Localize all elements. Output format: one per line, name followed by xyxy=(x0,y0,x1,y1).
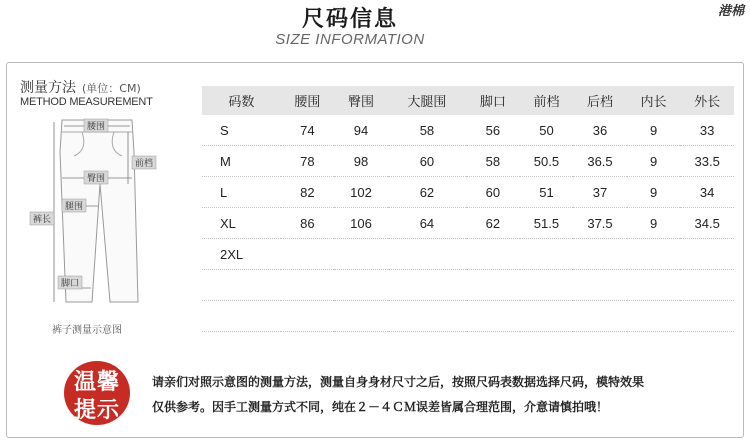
measurement-cell xyxy=(388,270,466,301)
page-title: 尺码信息 xyxy=(301,7,398,32)
col-header: 大腿围 xyxy=(388,86,466,115)
method-title: 测量方法 xyxy=(20,80,76,96)
measurement-cell: 9 xyxy=(627,146,681,177)
col-header: 码数 xyxy=(202,86,281,115)
page-subtitle: SIZE INFORMATION xyxy=(275,31,425,48)
col-header: 臀围 xyxy=(334,86,388,115)
size-cell: 2XL xyxy=(202,239,281,270)
label-length: 裤长 xyxy=(32,214,52,224)
measurement-cell: 60 xyxy=(388,146,466,177)
brand-mark: 港棉 xyxy=(717,4,744,19)
measurement-cell xyxy=(573,270,627,301)
measurement-cell xyxy=(520,239,574,270)
measurement-cell: 82 xyxy=(281,177,335,208)
measurement-cell xyxy=(680,301,734,332)
measurement-cell: 94 xyxy=(334,115,388,146)
measurement-cell xyxy=(334,301,388,332)
badge-text-bottom: 提示 xyxy=(73,398,120,423)
label-hip: 臀围 xyxy=(86,173,106,183)
col-header: 前档 xyxy=(520,86,574,115)
measurement-cell xyxy=(573,239,627,270)
col-header: 腰围 xyxy=(281,86,335,115)
size-cell: M xyxy=(202,146,281,177)
size-table xyxy=(202,86,734,332)
measurement-cell: 74 xyxy=(281,115,335,146)
measurement-cell: 62 xyxy=(466,208,520,239)
measurement-cell xyxy=(520,301,574,332)
measurement-cell: 34.5 xyxy=(680,208,734,239)
table-row xyxy=(202,239,734,270)
measurement-cell: 9 xyxy=(627,115,681,146)
col-header: 外长 xyxy=(680,86,734,115)
col-header: 脚口 xyxy=(466,86,520,115)
size-cell: L xyxy=(202,177,281,208)
measurement-cell: 36.5 xyxy=(573,146,627,177)
notice-badge xyxy=(64,361,130,425)
measurement-cell: 106 xyxy=(334,208,388,239)
col-header: 后档 xyxy=(573,86,627,115)
label-front-rise: 前档 xyxy=(134,158,154,168)
measurement-cell: 62 xyxy=(388,177,466,208)
table-row xyxy=(202,301,734,332)
method-heading xyxy=(20,77,141,97)
measurement-cell xyxy=(388,301,466,332)
size-cell xyxy=(202,270,281,301)
size-table-body xyxy=(202,115,734,332)
table-row xyxy=(202,270,734,301)
table-row xyxy=(202,115,734,146)
label-thigh: 腿围 xyxy=(64,201,84,211)
notice-line-2: 仅供参考。因手工测量方式不同，纯在２－４ＣＭ误差皆属合理范围，介意请慎拍哦！ xyxy=(152,400,609,414)
measurement-cell xyxy=(627,239,681,270)
size-cell xyxy=(202,301,281,332)
measurement-cell xyxy=(627,270,681,301)
measurement-cell xyxy=(520,270,574,301)
measurement-cell: 58 xyxy=(466,146,520,177)
measurement-cell: 50.5 xyxy=(520,146,574,177)
measurement-cell xyxy=(573,301,627,332)
measurement-cell xyxy=(466,301,520,332)
measurement-cell: 37.5 xyxy=(573,208,627,239)
size-cell: XL xyxy=(202,208,281,239)
measurement-cell: 33 xyxy=(680,115,734,146)
measurement-cell: 102 xyxy=(334,177,388,208)
measurement-cell: 36 xyxy=(573,115,627,146)
measurement-cell xyxy=(281,301,335,332)
measurement-cell xyxy=(466,239,520,270)
measurement-cell xyxy=(281,239,335,270)
measurement-cell xyxy=(334,239,388,270)
table-header-row xyxy=(202,86,734,115)
notice-line-1: 请亲们对照示意图的测量方法，测量自身身材尺寸之后，按照尺码表数据选择尺码，模特效果 xyxy=(152,375,645,389)
measurement-cell: 9 xyxy=(627,208,681,239)
measurement-cell xyxy=(466,270,520,301)
measurement-cell: 33.5 xyxy=(680,146,734,177)
measurement-cell xyxy=(627,301,681,332)
measurement-cell xyxy=(680,270,734,301)
label-hem: 脚口 xyxy=(60,278,80,288)
measurement-cell xyxy=(388,239,466,270)
label-waist: 腰围 xyxy=(86,121,106,131)
measurement-cell: 58 xyxy=(388,115,466,146)
measurement-cell: 60 xyxy=(466,177,520,208)
table-row xyxy=(202,146,734,177)
col-header: 内长 xyxy=(627,86,681,115)
measurement-cell: 37 xyxy=(573,177,627,208)
diagram-caption: 裤子测量示意图 xyxy=(52,325,122,336)
measurement-cell xyxy=(680,239,734,270)
method-unit: (单位：CM) xyxy=(82,82,141,95)
pants-diagram xyxy=(22,112,172,312)
measurement-cell: 9 xyxy=(627,177,681,208)
measurement-cell: 34 xyxy=(680,177,734,208)
measurement-cell: 50 xyxy=(520,115,574,146)
notice-text xyxy=(152,370,644,420)
measurement-cell: 78 xyxy=(281,146,335,177)
table-row xyxy=(202,208,734,239)
measurement-cell: 56 xyxy=(466,115,520,146)
measurement-cell xyxy=(334,270,388,301)
table-row xyxy=(202,177,734,208)
method-title-en: METHOD MEASUREMENT xyxy=(20,96,153,108)
measurement-cell xyxy=(281,270,335,301)
size-cell: S xyxy=(202,115,281,146)
measurement-cell: 51.5 xyxy=(520,208,574,239)
badge-text-top: 温馨 xyxy=(73,370,120,395)
measurement-cell: 86 xyxy=(281,208,335,239)
measurement-cell: 51 xyxy=(520,177,574,208)
measurement-cell: 64 xyxy=(388,208,466,239)
measurement-cell: 98 xyxy=(334,146,388,177)
